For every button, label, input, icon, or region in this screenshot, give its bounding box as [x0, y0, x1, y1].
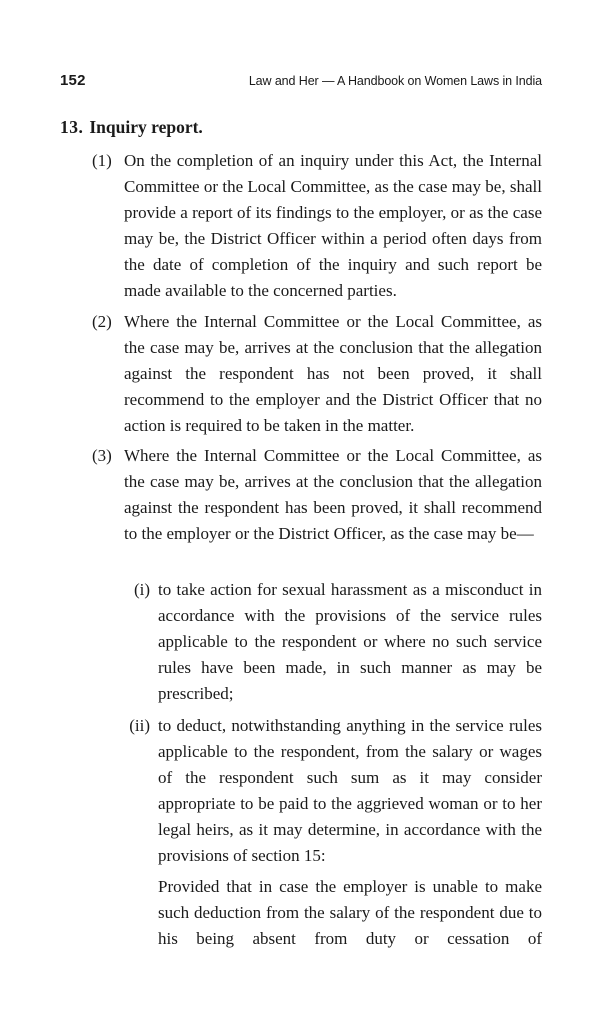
subclause-text: to take action for sexual harassment as a misconduct in accordance with the provisions of the service rules applicable to the respondent or where no such service rules have been made, in such manner as may be prescribed; — [158, 580, 542, 703]
subclause-text: to deduct, notwithstanding anything in the service rules applicable to the respondent, from the salary or wages of the respondent such sum as it may consider appropriate to be paid to the aggrieved woman or to her legal heirs, as it may determine, in accordance with the provisions of section 15: — [158, 716, 542, 865]
subclause-marker: (ii) — [129, 716, 150, 735]
proviso-text: Provided that in case the employer is unable to make such deduction from the salary of the respondent due to his being absent from duty or cessation of — [158, 877, 542, 948]
subclause-i — [126, 577, 542, 707]
clause-text: Where the Internal Committee or the Local Committee, as the case may be, arrives at the conclusion that the allegation against the respondent has not been proved, it shall recommend to the employer and the District Officer that no action is required to be taken in the matter. — [124, 312, 542, 435]
subclause-marker: (i) — [133, 580, 150, 599]
subclause-ii — [126, 713, 542, 869]
clause-3 — [92, 443, 542, 547]
section-number: 13. — [60, 117, 84, 137]
clause-1 — [92, 148, 542, 304]
clause-marker: (2) — [92, 312, 112, 331]
running-header: Law and Her — A Handbook on Women Laws in India — [248, 74, 542, 88]
clause-text: Where the Internal Committee or the Local Committee, as the case may be, arrives at the conclusion that the allegation against the respondent has been proved, it shall recommend to the employer or the District Officer, as the case may be— — [124, 446, 542, 543]
page-number: 152 — [60, 72, 86, 89]
section-heading — [60, 117, 203, 138]
clause-2 — [92, 309, 542, 439]
clause-marker: (1) — [92, 151, 112, 170]
clause-marker: (3) — [92, 446, 112, 465]
section-title: Inquiry report. — [89, 117, 203, 137]
clause-text: On the completion of an inquiry under this Act, the Internal Committee or the Local Committee, as the case may be, shall provide a report of its findings to the employer, or as the case may be, the District Officer within a period often days from the date of completion of the inquiry and such report be made available to the concerned parties. — [124, 151, 542, 300]
